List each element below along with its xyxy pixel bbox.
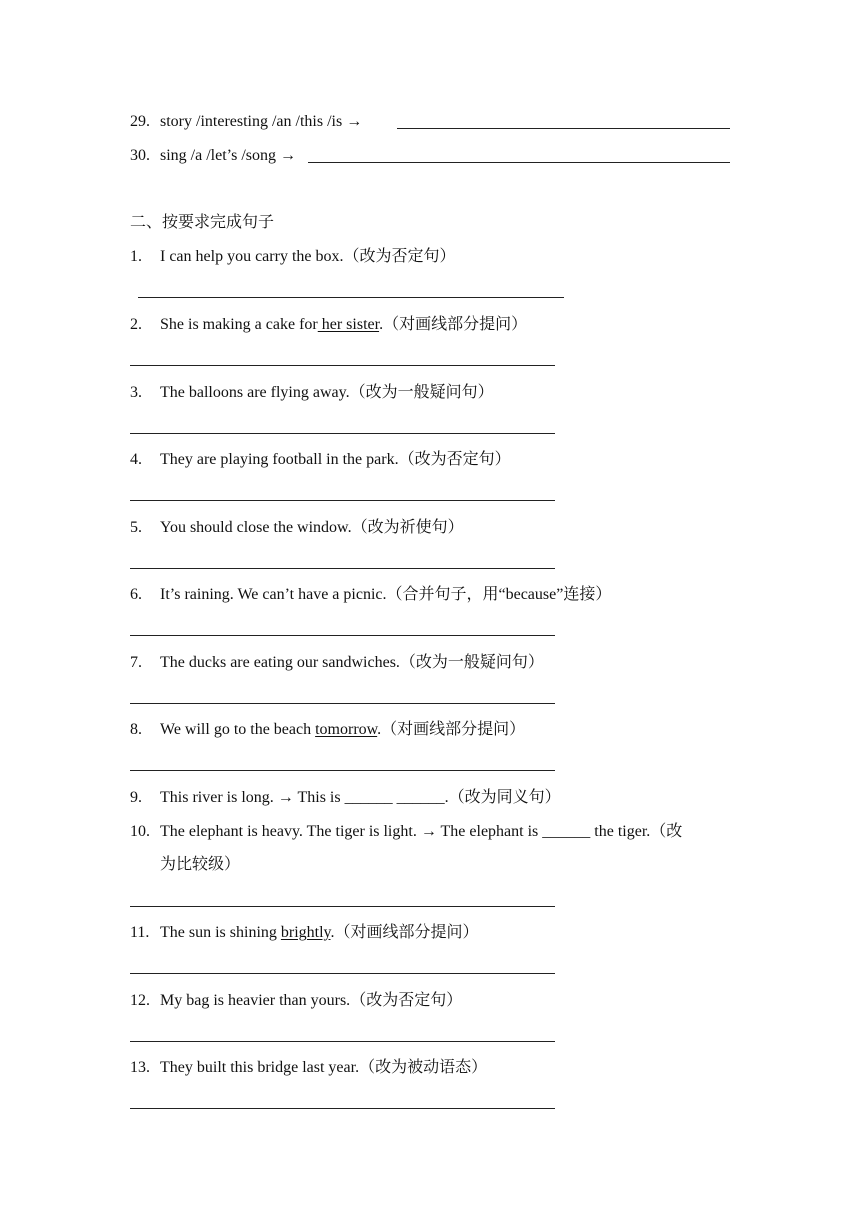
question-7 [130, 653, 544, 673]
answer-line-13[interactable] [130, 1108, 555, 1109]
question-number: 12. [130, 992, 150, 1009]
question-text: The ducks are eating our sandwiches. [160, 654, 400, 671]
question-10-continuation: 为比较级） [160, 856, 241, 873]
question-number: 1. [130, 248, 142, 265]
answer-line-7[interactable] [130, 703, 555, 704]
question-number: 8. [130, 721, 142, 738]
question-text: My bag is heavier than yours. [160, 992, 351, 1009]
question-text: It’s raining. We can’t have a picnic. [160, 586, 387, 603]
question-hint: （改为否定句） [398, 451, 511, 468]
answer-line-6[interactable] [130, 635, 555, 636]
question-text-end: . [377, 721, 382, 738]
underlined-phrase: brightly [280, 924, 331, 941]
question-text: The sun is shining [160, 924, 281, 941]
question-text: They built this bridge last year. [160, 1059, 360, 1076]
question-hint: （改为一般疑问句） [399, 654, 544, 671]
question-number: 7. [130, 654, 142, 671]
answer-line-1[interactable] [138, 297, 564, 298]
answer-line-5[interactable] [130, 568, 555, 569]
question-29 [130, 112, 362, 132]
question-text-end: . [330, 924, 335, 941]
question-hint: （对画线部分提问） [383, 316, 528, 333]
question-number: 9. [130, 789, 142, 806]
question-text: The balloons are flying away. [160, 384, 350, 401]
underlined-phrase: tomorrow [315, 721, 378, 738]
question-8 [130, 720, 525, 740]
question-12 [130, 991, 462, 1011]
question-text: They are playing football in the park. [160, 451, 399, 468]
question-number: 11. [130, 924, 150, 941]
question-9 [130, 788, 561, 808]
question-11 [130, 923, 479, 943]
question-5 [130, 518, 464, 538]
question-text: sing /a /let’s /song → [160, 147, 296, 164]
answer-line-2[interactable] [130, 365, 555, 366]
question-4 [130, 450, 511, 470]
question-1 [130, 247, 456, 267]
question-3 [130, 383, 494, 403]
question-text: The elephant is heavy. The tiger is light. → The elephant is ______ the tiger. [160, 823, 651, 840]
answer-line-8[interactable] [130, 770, 555, 771]
answer-line-10[interactable] [130, 906, 555, 907]
question-number: 29. [130, 113, 150, 130]
question-hint: （对画线部分提问） [334, 924, 479, 941]
question-number: 5. [130, 519, 142, 536]
question-13 [130, 1058, 487, 1078]
question-text: This river is long. → This is ______ ______. [160, 789, 449, 806]
answer-line-3[interactable] [130, 433, 555, 434]
answer-line-29[interactable] [397, 128, 730, 129]
underlined-phrase: her sister [317, 316, 380, 333]
answer-line-12[interactable] [130, 1041, 555, 1042]
question-text: You should close the window. [160, 519, 352, 536]
question-number: 6. [130, 586, 142, 603]
question-hint: （改为祈使句） [351, 519, 464, 536]
question-number: 30. [130, 147, 150, 164]
question-text: We will go to the beach [160, 721, 316, 738]
question-hint: （改 [650, 823, 683, 840]
question-hint: （改为否定句） [350, 992, 463, 1009]
question-text: She is making a cake for [160, 316, 318, 333]
question-6 [130, 585, 611, 605]
question-number: 3. [130, 384, 142, 401]
section-heading: 二、按要求完成句子 [130, 214, 275, 231]
answer-line-11[interactable] [130, 973, 555, 974]
question-number: 2. [130, 316, 142, 333]
question-number: 4. [130, 451, 142, 468]
question-hint: （改为被动语态） [359, 1059, 488, 1076]
answer-line-4[interactable] [130, 500, 555, 501]
question-hint: （对画线部分提问） [381, 721, 526, 738]
question-hint: （改为同义句） [448, 789, 561, 806]
question-10 [130, 822, 682, 842]
question-number: 13. [130, 1059, 150, 1076]
question-30 [130, 146, 296, 166]
question-hint: （改为否定句） [343, 248, 456, 265]
answer-line-30[interactable] [308, 162, 730, 163]
question-hint: （改为一般疑问句） [349, 384, 494, 401]
question-text: I can help you carry the box. [160, 248, 344, 265]
question-text-end: . [379, 316, 384, 333]
question-text: story /interesting /an /this /is → [160, 113, 363, 130]
question-2 [130, 315, 527, 335]
question-number: 10. [130, 823, 150, 840]
question-hint: （合并句子，用“because”连接） [386, 586, 612, 603]
